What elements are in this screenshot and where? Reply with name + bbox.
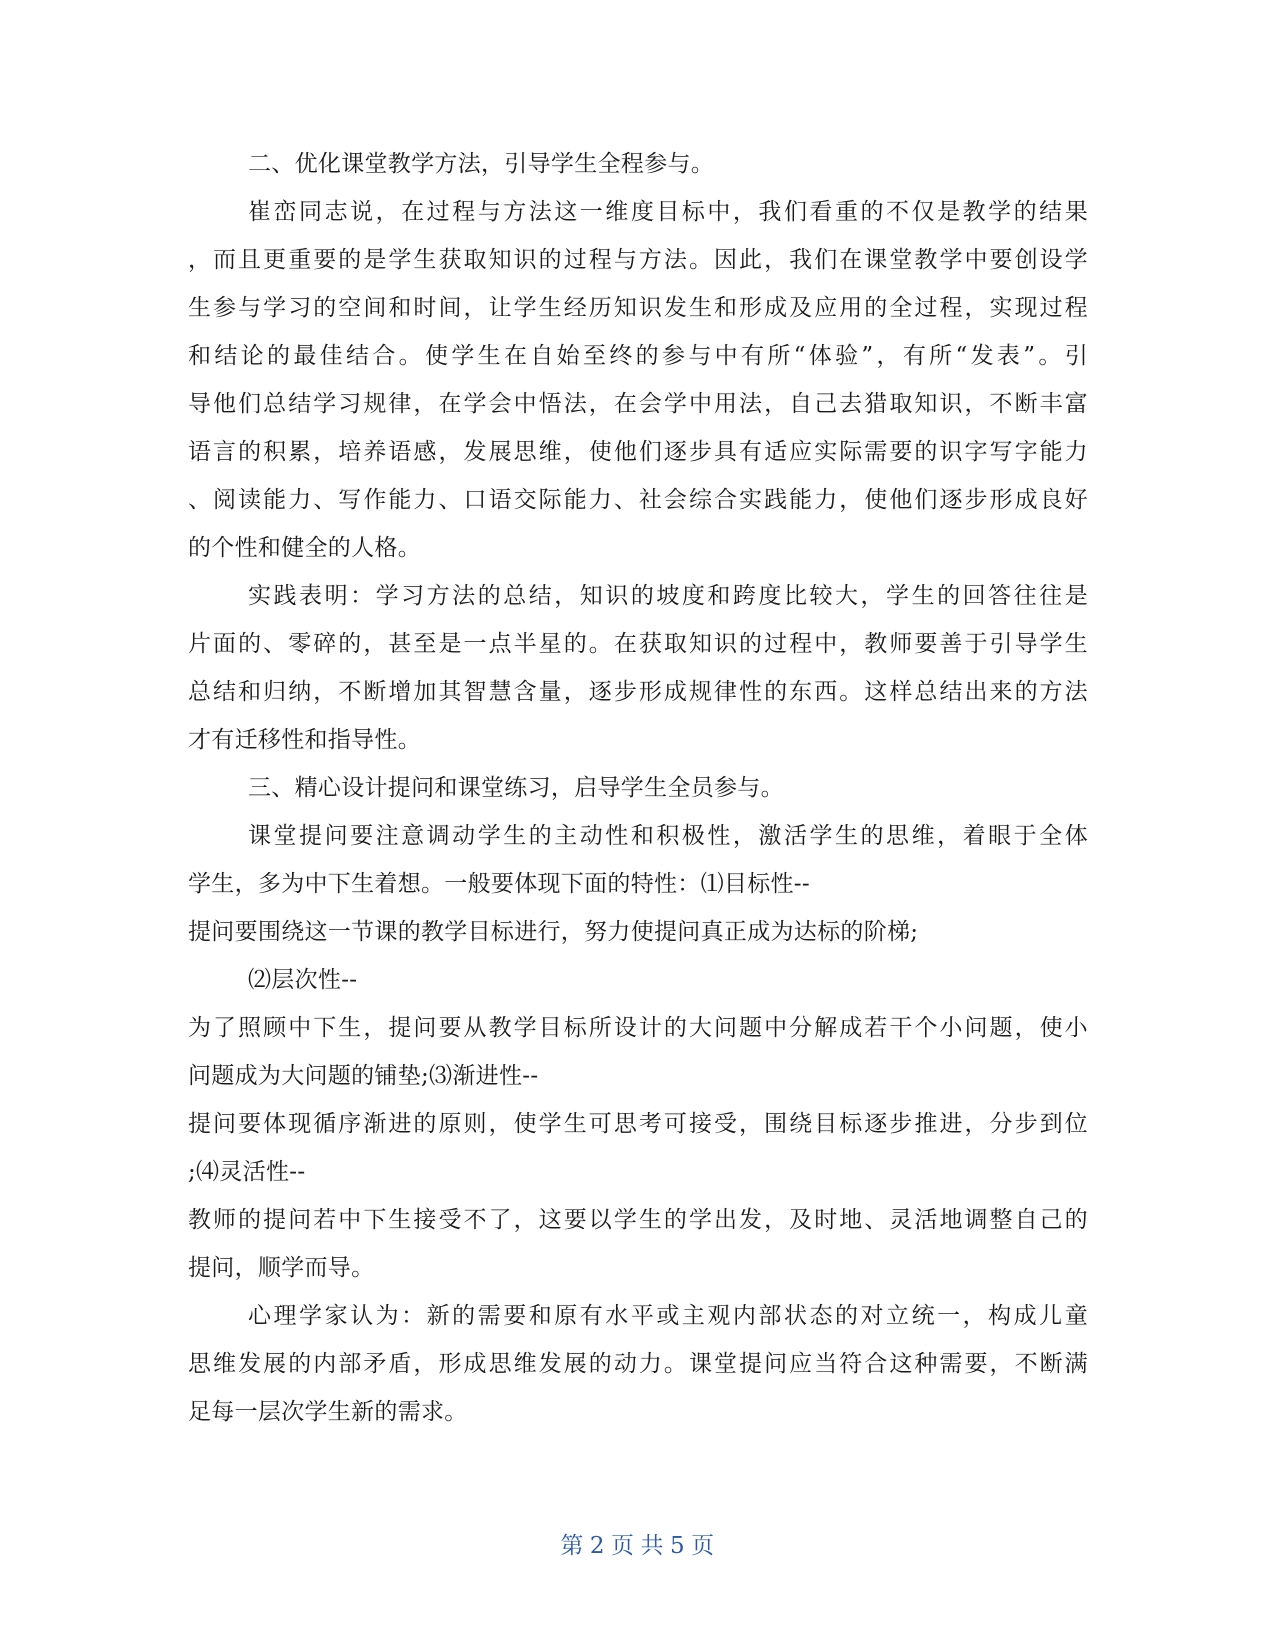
paragraph-line: 片面的、零碎的，甚至是一点半星的。在获取知识的过程中，教师要善于引导学生	[188, 631, 1088, 657]
paragraph-line: 才有迁移性和指导性。	[188, 727, 421, 753]
total-page-number: 5	[670, 1533, 686, 1559]
page-footer	[0, 1527, 1275, 1560]
paragraph-line: 语言的积累，培养语感，发展思维，使他们逐步具有适应实际需要的识字写字能力	[188, 439, 1088, 465]
paragraph-line: 实践表明：学习方法的总结，知识的坡度和跨度比较大，学生的回答往往是	[248, 583, 1088, 609]
paragraph-line: 提问要体现循序渐进的原则，使学生可思考可接受，围绕目标逐步推进，分步到位	[188, 1111, 1088, 1137]
paragraph-line: ⑵层次性--	[248, 967, 358, 993]
current-page-number: 2	[589, 1533, 605, 1559]
paragraph-line: 提问，顺学而导。	[188, 1255, 375, 1281]
page-label: 页	[691, 1533, 715, 1559]
page-label: 第	[560, 1533, 584, 1559]
paragraph-line: 导他们总结学习规律，在学会中悟法，在会学中用法，自己去猎取知识，不断丰富	[188, 391, 1088, 417]
paragraph-line: 教师的提问若中下生接受不了，这要以学生的学出发，及时地、灵活地调整自己的	[188, 1207, 1088, 1233]
paragraph-line: ;⑷灵活性--	[188, 1159, 306, 1185]
total-label: 共	[640, 1533, 664, 1559]
paragraph-line: 问题成为大问题的铺垫;⑶渐进性--	[188, 1063, 539, 1089]
section-heading-3: 三、精心设计提问和课堂练习，启导学生全员参与。	[248, 775, 784, 801]
paragraph-line: 、阅读能力、写作能力、口语交际能力、社会综合实践能力，使他们逐步形成良好	[188, 487, 1088, 513]
paragraph-line: 足每一层次学生新的需求。	[188, 1399, 468, 1425]
paragraph-line: 总结和归纳，不断增加其智慧含量，逐步形成规律性的东西。这样总结出来的方法	[188, 679, 1088, 705]
paragraph-line: 为了照顾中下生，提问要从教学目标所设计的大问题中分解成若干个小问题，使小	[188, 1015, 1088, 1041]
document-body	[188, 140, 1088, 1436]
paragraph-line: 课堂提问要注意调动学生的主动性和积极性，激活学生的思维，着眼于全体	[248, 823, 1088, 849]
paragraph-line: 崔峦同志说，在过程与方法这一维度目标中，我们看重的不仅是教学的结果	[248, 199, 1088, 225]
paragraph-line: 学生，多为中下生着想。一般要体现下面的特性：⑴目标性--	[188, 871, 810, 897]
paragraph-line: 和结论的最佳结合。使学生在自始至终的参与中有所“体验”，有所“发表”。引	[188, 343, 1088, 369]
paragraph-line: 的个性和健全的人格。	[188, 535, 421, 561]
section-heading-2: 二、优化课堂教学方法，引导学生全程参与。	[248, 151, 714, 177]
paragraph-line: ，而且更重要的是学生获取知识的过程与方法。因此，我们在课堂教学中要创设学	[188, 247, 1088, 273]
page-label: 页	[611, 1533, 635, 1559]
paragraph-line: 思维发展的内部矛盾，形成思维发展的动力。课堂提问应当符合这种需要，不断满	[188, 1351, 1088, 1377]
paragraph-line: 提问要围绕这一节课的教学目标进行，努力使提问真正成为达标的阶梯;	[188, 919, 919, 945]
paragraph-line: 生参与学习的空间和时间，让学生经历知识发生和形成及应用的全过程，实现过程	[188, 295, 1088, 321]
paragraph-line: 心理学家认为：新的需要和原有水平或主观内部状态的对立统一，构成儿童	[248, 1303, 1088, 1329]
